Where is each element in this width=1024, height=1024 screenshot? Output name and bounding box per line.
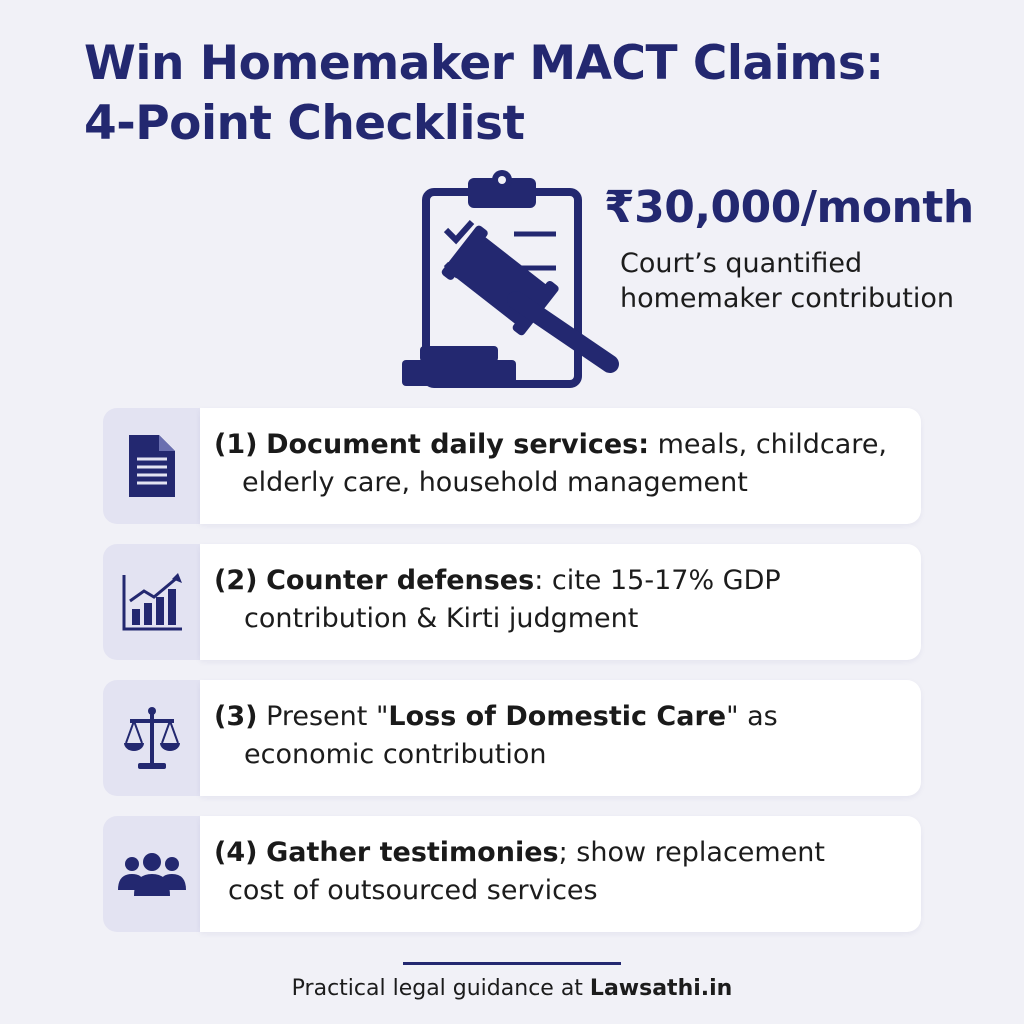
item-text: meals, childcare, (657, 429, 888, 460)
checklist-icon-box (103, 680, 200, 796)
checklist-icon-box (103, 816, 200, 932)
people-icon (116, 850, 188, 898)
item-line-2: economic contribution (244, 739, 547, 770)
document-icon (125, 431, 179, 501)
item-bold: Loss of Domestic Care (388, 701, 727, 732)
footer-text: Practical legal guidance at (291, 976, 583, 1001)
checklist-icon-box (103, 408, 200, 524)
item-number: (2) (214, 565, 258, 596)
item-line-2: cost of outsourced services (228, 875, 598, 906)
item-text: " as (726, 701, 778, 732)
checklist-text (200, 816, 921, 932)
footer (0, 976, 1024, 1001)
scales-icon (124, 705, 180, 771)
stat-caption: Court’s quantified homemaker contribution (620, 248, 954, 314)
checklist-item-1 (103, 408, 921, 524)
item-bold: Gather testimonies (266, 837, 559, 868)
bar-chart-icon (120, 571, 184, 633)
clipboard-gavel-icon (398, 168, 626, 390)
title-line-1: Win Homemaker MACT Claims: (84, 36, 884, 91)
checklist-icon-box (103, 544, 200, 660)
checklist-item-2 (103, 544, 921, 660)
item-pre: Present " (266, 701, 389, 732)
item-number: (4) (214, 837, 258, 868)
checklist-item-4 (103, 816, 921, 932)
footer-brand-link[interactable]: Lawsathi.in (589, 976, 733, 1001)
checklist-text (200, 680, 921, 796)
item-text: ; show replacement (558, 837, 826, 868)
title-line-2: 4-Point Checklist (84, 96, 525, 151)
item-bold: Counter defenses (266, 565, 535, 596)
item-bold: Document daily services: (266, 429, 650, 460)
item-text: : cite 15-17% GDP (534, 565, 781, 596)
checklist-text (200, 544, 921, 660)
item-line-2: contribution & Kirti judgment (244, 603, 639, 634)
footer-divider (403, 962, 621, 965)
item-line-2: elderly care, household management (242, 467, 748, 498)
checklist-text (200, 408, 921, 524)
item-number: (1) (214, 429, 258, 460)
page-title (84, 34, 984, 154)
checklist-item-3 (103, 680, 921, 796)
item-number: (3) (214, 701, 258, 732)
stat-value: ₹30,000/month (604, 182, 974, 233)
